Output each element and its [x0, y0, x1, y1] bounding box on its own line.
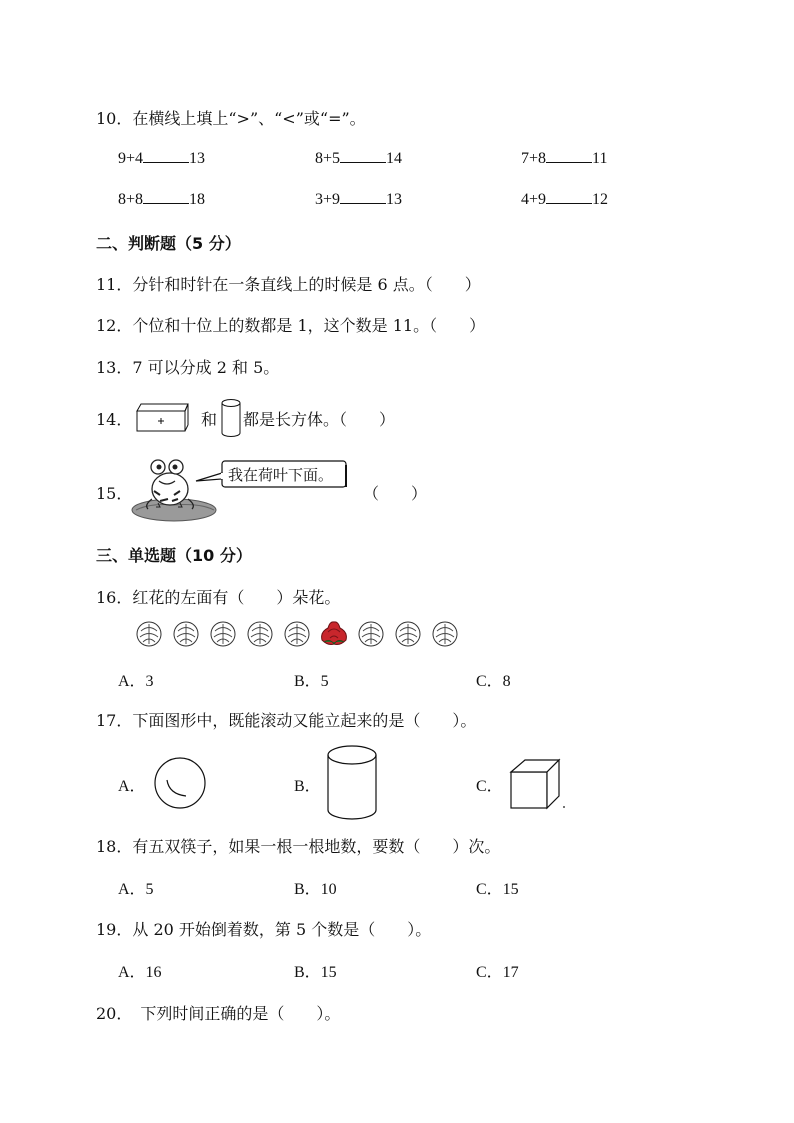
white-flower-icon [137, 622, 161, 646]
answer-blank[interactable] [546, 148, 592, 163]
q19-option-b[interactable]: B．15 [294, 964, 337, 981]
q16-option-a[interactable]: A．3 [118, 673, 154, 690]
q10-item-1-right: 13 [189, 150, 206, 167]
q19-stem: 19．从 20 开始倒着数，第 5 个数是（ ）。 [96, 920, 432, 939]
q10-item-6-left: 4+9 [521, 191, 547, 208]
q10-item-4-right: 18 [189, 191, 206, 208]
q10-item-3-right: 11 [592, 150, 608, 167]
q10-item-2-right: 14 [386, 150, 403, 167]
q18-option-c[interactable]: C．15 [476, 881, 519, 898]
white-flower-icon [285, 622, 309, 646]
q16-option-b[interactable]: B．5 [294, 673, 329, 690]
q10-item-4-left: 8+8 [118, 191, 144, 208]
white-flower-icon [396, 622, 420, 646]
q10-item-1-left: 9+4 [118, 150, 144, 167]
q11-stem: 11．分针和时针在一条直线上的时候是 6 点。（ ） [96, 275, 481, 294]
q17-option-b[interactable]: B． [294, 778, 321, 795]
q17-option-c[interactable]: C． [476, 778, 503, 795]
section-title-single-choice: 三、单选题（10 分） [96, 546, 252, 565]
cylinder-icon [220, 398, 242, 438]
q14-rest: 都是长方体。（ ） [243, 410, 396, 429]
flower-row [135, 620, 465, 648]
speech-bubble-text: 我在荷叶下面。 [228, 466, 334, 484]
q10-item-1 [118, 148, 205, 168]
q10-stem: 10．在横线上填上“>”、“<”或“=”。 [96, 109, 366, 128]
q18-stem: 18．有五双筷子，如果一根一根地数，要数（ ）次。 [96, 837, 501, 856]
q10-item-5 [315, 189, 402, 209]
cylinder-shape-icon [326, 744, 380, 822]
q10-item-3-left: 7+8 [521, 150, 547, 167]
q10-item-5-right: 13 [386, 191, 403, 208]
sphere-icon [153, 756, 209, 812]
q14-number: 14． [96, 410, 133, 429]
q17-stem: 17．下面图形中，既能滚动又能立起来的是（ ）。 [96, 711, 477, 730]
white-flower-icon [211, 622, 235, 646]
answer-blank[interactable] [546, 189, 592, 204]
box-icon [136, 403, 188, 433]
q15-answer-paren[interactable]: （ ） [363, 484, 428, 503]
q10-item-3 [521, 148, 607, 168]
white-flower-icon [433, 622, 457, 646]
q12-stem: 12．个位和十位上的数都是 1，这个数是 11。（ ） [96, 316, 486, 335]
q19-option-c[interactable]: C．17 [476, 964, 519, 981]
white-flower-icon [359, 622, 383, 646]
section-title-judgement: 二、判断题（5 分） [96, 234, 241, 253]
white-flower-icon [174, 622, 198, 646]
q10-item-6 [521, 189, 608, 209]
cube-icon [509, 758, 569, 810]
q17-option-a[interactable]: A． [118, 778, 146, 795]
q19-option-a[interactable]: A．16 [118, 964, 162, 981]
red-flower-icon [322, 622, 347, 645]
q15-number: 15． [96, 484, 133, 503]
q10-item-4 [118, 189, 205, 209]
q20-stem: 20． 下列时间正确的是（ ）。 [96, 1004, 341, 1023]
q18-option-b[interactable]: B．10 [294, 881, 337, 898]
q14-and: 和 [201, 410, 218, 429]
answer-blank[interactable] [143, 148, 189, 163]
q10-item-5-left: 3+9 [315, 191, 341, 208]
q13-stem: 13．7 可以分成 2 和 5。 [96, 358, 280, 377]
white-flower-icon [248, 622, 272, 646]
q16-stem: 16．红花的左面有（ ）朵花。 [96, 588, 341, 607]
answer-blank[interactable] [340, 189, 386, 204]
answer-blank[interactable] [340, 148, 386, 163]
q10-item-6-right: 12 [592, 191, 609, 208]
q10-item-2 [315, 148, 402, 168]
q18-option-a[interactable]: A．5 [118, 881, 154, 898]
q16-option-c[interactable]: C．8 [476, 673, 511, 690]
q10-item-2-left: 8+5 [315, 150, 341, 167]
answer-blank[interactable] [143, 189, 189, 204]
